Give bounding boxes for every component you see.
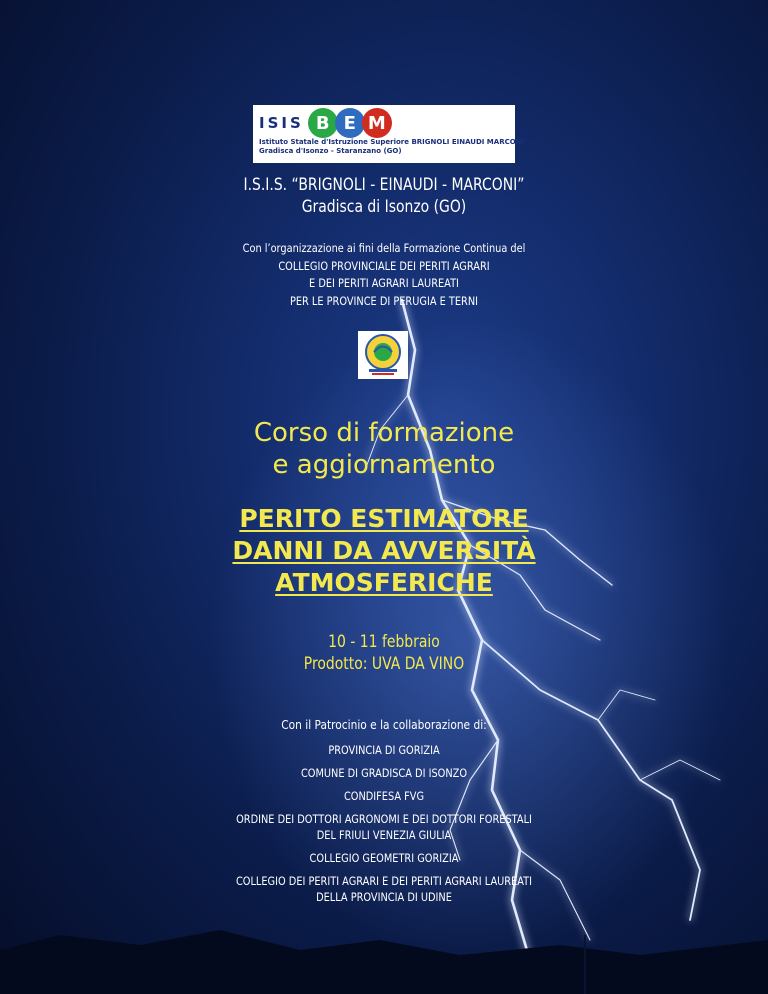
- patron-entity: COLLEGIO DEI PERITI AGRARI E DEI PERITI AGRARI LAUREATI: [235, 874, 533, 888]
- crest-icon: [360, 333, 406, 377]
- course-title: [0, 417, 768, 481]
- course-title-line: Corso di formazione: [253, 418, 515, 448]
- main-course-title: [0, 503, 768, 599]
- logo-letter-e: E: [335, 108, 365, 138]
- course-title-line: e aggiornamento: [272, 450, 496, 480]
- patron-entity: COMUNE DI GRADISCA DI ISONZO: [300, 766, 468, 780]
- main-title-line: ATMOSFERICHE: [275, 568, 493, 597]
- patron-entity: DEL FRIULI VENEZIA GIULIA: [316, 828, 452, 842]
- organization-line: Con l’organizzazione ai fini della Formazione Continua del: [242, 241, 526, 255]
- logo-mark: [259, 108, 509, 138]
- course-dates-block: [69, 631, 699, 675]
- course-product: Prodotto: UVA DA VINO: [303, 654, 465, 674]
- logo-line-2: Gradisca d'Isonzo - Staranzano (GO): [259, 147, 402, 155]
- patron-entity: DELLA PROVINCIA DI UDINE: [316, 890, 452, 904]
- organization-line: PER LE PROVINCE DI PERUGIA E TERNI: [289, 293, 479, 308]
- patronage-intro: Con il Patrocinio e la collaborazione di:: [281, 717, 487, 732]
- main-title-line: PERITO ESTIMATORE: [239, 504, 529, 533]
- logo-letter-b: B: [308, 108, 338, 138]
- organization-line: COLLEGIO PROVINCIALE DEI PERITI AGRARI: [278, 258, 490, 273]
- patron-entity: ORDINE DEI DOTTORI AGRONOMI E DEI DOTTORI FORESTALI: [236, 812, 532, 826]
- patron-entity: CONDIFESA FVG: [343, 789, 425, 803]
- patron-entity: COLLEGIO GEOMETRI GORIZIA: [309, 851, 459, 865]
- organization-line: E DEI PERITI AGRARI LAUREATI: [309, 276, 459, 290]
- patronage-list: [58, 742, 711, 912]
- school-city: Gradisca di Isonzo (GO): [301, 197, 467, 217]
- course-dates: 10 - 11 febbraio: [328, 632, 440, 652]
- school-name: I.S.I.S. “BRIGNOLI - EINAUDI - MARCONI”: [243, 175, 525, 195]
- logo-letter-m: M: [362, 108, 392, 138]
- patron-entity: PROVINCIA DI GORIZIA: [328, 743, 440, 757]
- isis-mark: ISIS: [259, 114, 304, 132]
- logo-line-1: Istituto Statale d'Istruzione Superiore BRIGNOLI EINAUDI MARCONI: [259, 138, 525, 146]
- main-title-line: DANNI DA AVVERSITÀ: [232, 536, 536, 565]
- organization-block: [58, 240, 711, 310]
- school-logo: [253, 105, 525, 163]
- college-crest-logo: [358, 331, 408, 379]
